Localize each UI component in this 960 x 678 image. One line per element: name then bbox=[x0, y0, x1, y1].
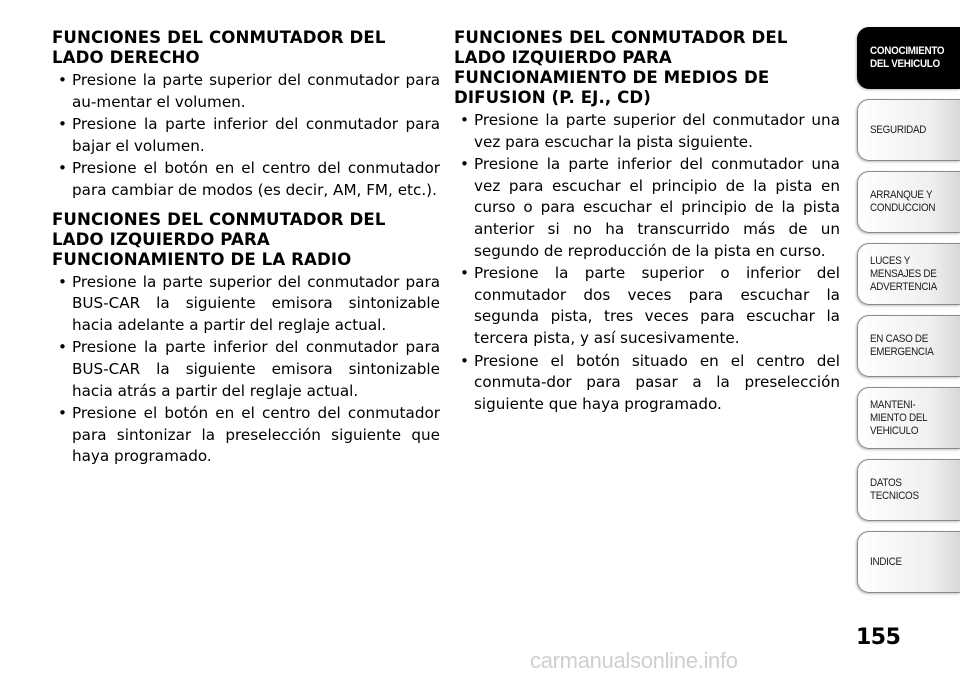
tab-datos-tecnicos[interactable] bbox=[857, 459, 960, 521]
list-item: • Presione la parte superior o inferior del conmutador dos veces para escuchar la segunda pista, tres veces para escuchar la tercera pista, y así sucesivamente. bbox=[454, 263, 840, 349]
chapter-tabs bbox=[857, 27, 960, 603]
page-number: 155 bbox=[856, 625, 901, 650]
tab-luces-y-mensajes[interactable] bbox=[857, 243, 960, 305]
tab-mantenimiento[interactable] bbox=[857, 387, 960, 449]
watermark: carmanualsonline.info bbox=[530, 648, 738, 673]
tab-label: EN CASO DE EMERGENCIA bbox=[870, 333, 934, 358]
left-column bbox=[52, 28, 440, 476]
list-item: • Presione la parte superior del conmutador para au-mentar el volumen. bbox=[52, 70, 440, 113]
section-heading-left-switch-media: FUNCIONES DEL CONMUTADOR DEL LADO IZQUIERDO PARA FUNCIONAMIENTO DE MEDIOS DE DIFUSION (P. EJ., CD) bbox=[454, 28, 788, 107]
section-heading-left-switch-radio: FUNCIONES DEL CONMUTADOR DEL LADO IZQUIERDO PARA FUNCIONAMIENTO DE LA RADIO bbox=[52, 209, 386, 269]
bullet-list-left-switch-radio bbox=[52, 272, 440, 468]
tab-label: INDICE bbox=[870, 555, 902, 568]
tab-label: SEGURIDAD bbox=[870, 123, 927, 136]
list-item: • Presione la parte inferior del conmutador para BUS-CAR la siguiente emisora sintonizable hacia atrás a partir del reglaje actual. bbox=[52, 337, 440, 402]
list-item: • Presione el botón en el centro del conmutador para sintonizar la preselección siguiente que haya programado. bbox=[52, 403, 440, 468]
tab-label: DATOS TECNICOS bbox=[870, 477, 919, 502]
tab-conocimiento-del-vehiculo[interactable] bbox=[857, 27, 960, 89]
list-item: • Presione el botón en el centro del conmutador para cambiar de modos (es decir, AM, FM, etc.). bbox=[52, 158, 440, 201]
tab-label: MANTENI- MIENTO DEL VEHICULO bbox=[870, 398, 928, 437]
list-item: • Presione la parte inferior del conmutador una vez para escuchar el principio de la pista en curso o para escuchar el principio de la pista anterior si no ha transcurrido más de un segundo de reproducción de la pista en curso. bbox=[454, 154, 840, 262]
list-item: • Presione la parte inferior del conmutador para bajar el volumen. bbox=[52, 114, 440, 157]
list-item: • Presione el botón situado en el centro del conmuta-dor para pasar a la preselección siguiente que haya programado. bbox=[454, 351, 840, 416]
tab-en-caso-de-emergencia[interactable] bbox=[857, 315, 960, 377]
tab-indice[interactable] bbox=[857, 531, 960, 593]
bullet-list-right-switch bbox=[52, 70, 440, 202]
list-item: • Presione la parte superior del conmutador una vez para escuchar la pista siguiente. bbox=[454, 110, 840, 153]
bullet-list-left-switch-media bbox=[454, 110, 840, 415]
list-item: • Presione la parte superior del conmutador para BUS-CAR la siguiente emisora sintonizable hacia adelante a partir del reglaje actual. bbox=[52, 272, 440, 337]
right-column bbox=[454, 28, 840, 423]
tab-label: CONOCIMIENTO DEL VEHICULO bbox=[870, 45, 945, 70]
tab-arranque-y-conduccion[interactable] bbox=[857, 171, 960, 233]
section-heading-right-switch: FUNCIONES DEL CONMUTADOR DEL LADO DERECHO bbox=[52, 28, 386, 67]
tab-label: ARRANQUE Y CONDUCCION bbox=[870, 189, 936, 214]
tab-label: LUCES Y MENSAJES DE ADVERTENCIA bbox=[870, 254, 937, 293]
tab-seguridad[interactable] bbox=[857, 99, 960, 161]
